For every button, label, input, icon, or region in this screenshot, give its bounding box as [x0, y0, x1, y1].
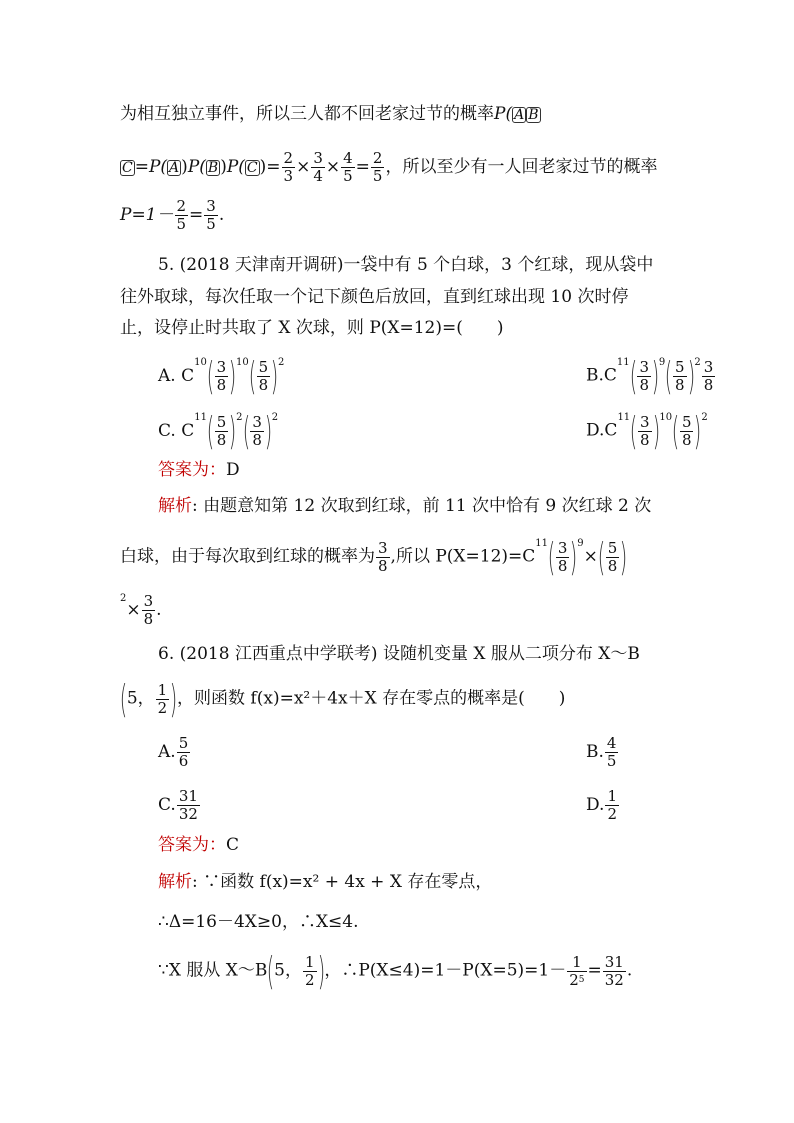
- q5-line3: 止，设停止时共取了 X 次球，则 P(X=12)=( ): [120, 318, 504, 338]
- q5-option-a[interactable]: A. $C^{10}$( $\frac{3}{8}$ )$^{10}$( $\frac{5}{8}$ )$^2$: [158, 354, 285, 398]
- q5-line2: 往外取球，每次任取一个记下颜色后放回，直到红球出现 10 次时停: [120, 287, 629, 307]
- para1-line3: P=1－ $\frac{2}{5}$ = $\frac{3}{5}$ .: [120, 197, 225, 233]
- q6-answer: 答案为：C: [158, 835, 240, 855]
- q5-analysis-line3: $^2$× $\frac{3}{8}$ .: [120, 592, 162, 628]
- q6-option-b[interactable]: B. $\frac{4}{5}$: [586, 734, 617, 770]
- para1-line2: C =P( A )P( B )P( C )= $\frac{2}{3}$ × $\frac{3}{4}$ × $\frac{4}{5}$ = $\frac{2}{5}$ ，所以至少有一人回老家过节的概率: [122, 149, 658, 185]
- q5-option-b[interactable]: $B.C^{11}$( $\frac{3}{8}$ )$^9$( $\frac{5}{8}$ )$^2$ $\frac{3}{8}$: [586, 354, 714, 398]
- q5-analysis-line2: 白球，由于每次取到红球的概率为 $\frac{3}{8}$ ,所以 $P(X=12)=C^{11}$( $\frac{3}{8}$ )$^9$×( $\frac{5}{8}$ ): [120, 535, 628, 579]
- q5-options-row2: [158, 409, 708, 453]
- q6-analysis-line2: ∴Δ=16－4X≥0，∴X≤4.: [158, 912, 359, 932]
- fraction: $\frac{2}{5}$: [176, 197, 187, 233]
- q5-option-d[interactable]: $D.C^{11}$( $\frac{3}{8}$ )$^{10}$( $\frac{5}{8}$ )$^2$: [586, 409, 708, 453]
- q6-options-row1: [158, 734, 617, 770]
- q6-analysis-line1: 解析: ∵函数 f(x)=x² + 4x + X 存在零点，: [158, 872, 493, 892]
- fraction: $\frac{4}{5}$: [343, 149, 353, 185]
- q5-line1: 5. (2018 天津南开调研)一袋中有 5 个白球，3 个红球，现从袋中: [158, 255, 654, 275]
- fraction: $\frac{3}{5}$: [206, 197, 216, 233]
- q5-answer: 答案为：D: [158, 460, 240, 480]
- fraction: $\frac{3}{4}$: [313, 149, 323, 185]
- q6-options-row2: [158, 787, 617, 823]
- q6-option-a[interactable]: A. $\frac{5}{6}$: [158, 734, 189, 770]
- q6-line2: (5， $\frac{1}{2}$ )，则函数 f(x)=x²＋4x＋X 存在零点的概率是( ): [119, 677, 566, 721]
- q5-option-c[interactable]: C. $C^{11}$( $\frac{5}{8}$ )$^2$( $\frac{3}{8}$ )$^2$: [158, 409, 279, 453]
- q6-line1: 6. (2018 江西重点中学联考) 设随机变量 X 服从二项分布 X～B: [158, 644, 640, 664]
- q6-analysis-line3: ∵X 服从 X～B(5， $\frac{1}{2}$ )，∴P(X≤4)=1－P(X=5)=1－ $\frac{1}{2^5}$ = $\frac{31}{32}$ .: [158, 949, 633, 993]
- para1-line1: 为相互独立事件，所以三人都不回老家过节的概率P( A B: [120, 104, 539, 124]
- q6-option-c[interactable]: C. $\frac{31}{32}$: [158, 787, 198, 823]
- q5-options-row1: [158, 354, 714, 398]
- q6-option-d[interactable]: D. $\frac{1}{2}$: [586, 787, 617, 823]
- fraction: $\frac{2}{5}$: [372, 149, 383, 185]
- q5-analysis-line1: 解析: 由题意知第 12 次取到红球，前 11 次中恰有 9 次红球 2 次: [158, 496, 652, 516]
- fraction: $\frac{2}{3}$: [283, 149, 294, 185]
